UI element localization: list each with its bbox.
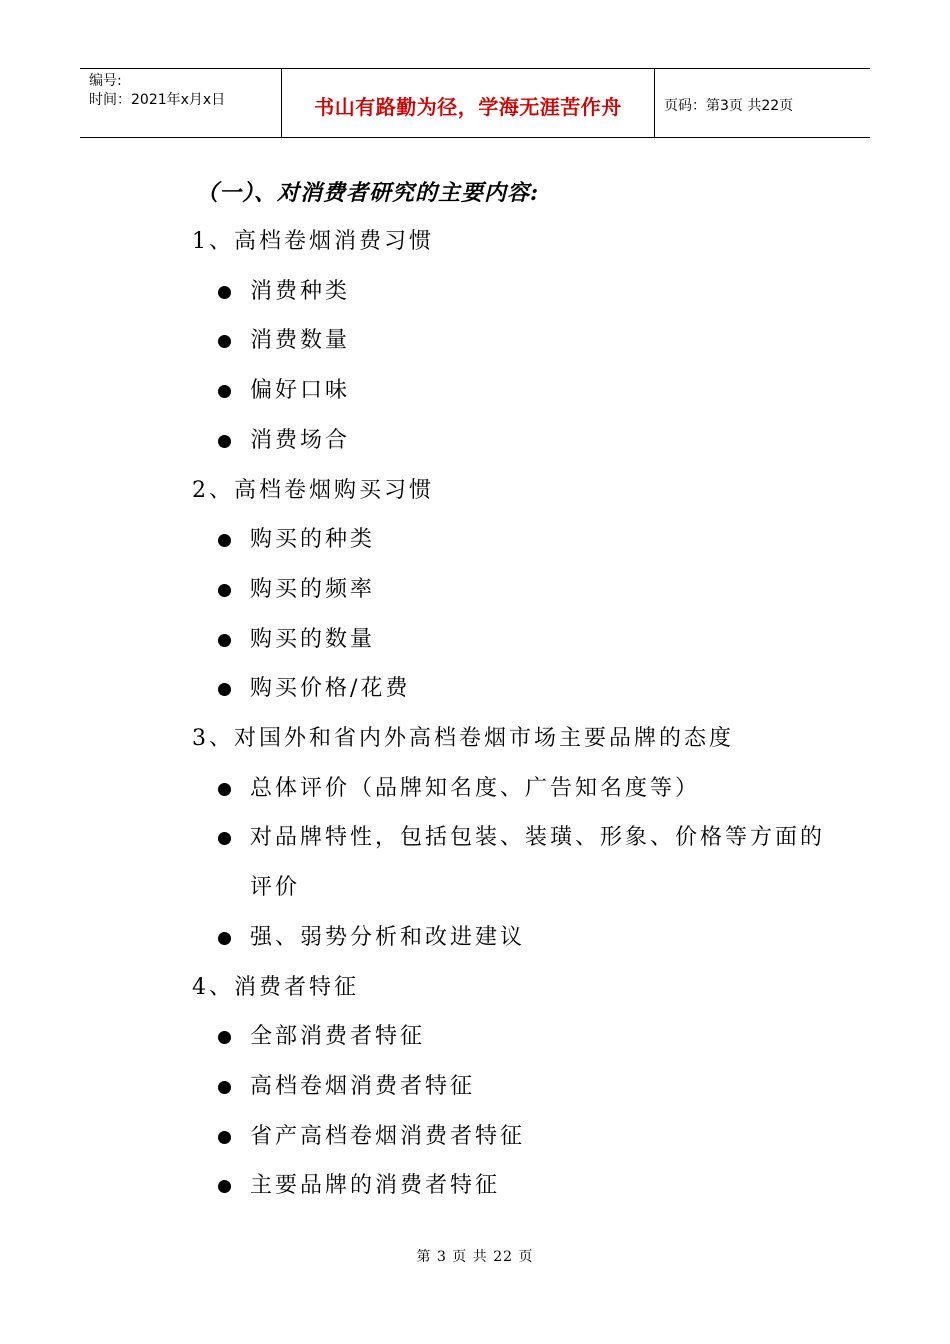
list-item: 强、弱势分析和改进建议 — [250, 925, 526, 950]
header-page-cell — [654, 69, 870, 137]
list-item: 购买的种类 — [250, 527, 376, 552]
section-title: （一）、对消费者研究的主要内容: — [196, 180, 540, 206]
bullet-icon — [218, 932, 231, 945]
bullet-icon — [218, 286, 231, 299]
bullet-icon — [218, 683, 231, 696]
header-motto-cell — [281, 69, 655, 137]
list-item-continuation: 评价 — [250, 875, 301, 900]
list-item: 主要品牌的消费者特征 — [250, 1173, 501, 1198]
bullet-icon — [218, 335, 231, 348]
list-item: 省产高档卷烟消费者特征 — [250, 1124, 526, 1149]
page-footer: 第 3 页 共 22 页 — [416, 1249, 534, 1265]
list-item: 消费种类 — [250, 279, 351, 304]
list-item: 高档卷烟消费者特征 — [250, 1074, 476, 1099]
list-item: 偏好口味 — [250, 378, 351, 403]
bullet-icon — [218, 435, 231, 448]
list-item: 购买的频率 — [250, 577, 376, 602]
list-item: 购买的数量 — [250, 627, 376, 652]
bullet-icon — [218, 634, 231, 647]
motto-text: 书山有路勤为径，学海无涯苦作舟 — [314, 95, 622, 119]
doc-number-label: 编号: — [89, 73, 122, 89]
numbered-heading: 2、高档卷烟购买习惯 — [192, 478, 434, 503]
bullet-icon — [218, 584, 231, 597]
bullet-icon — [218, 1180, 231, 1193]
bullet-icon — [218, 385, 231, 398]
bullet-icon — [218, 1081, 231, 1094]
list-item: 对品牌特性，包括包装、装璜、形象、价格等方面的 — [250, 825, 826, 850]
header-page-label: 页码：第3页 共22页 — [664, 98, 794, 114]
bullet-icon — [218, 832, 231, 845]
list-item: 消费场合 — [250, 428, 351, 453]
bullet-icon — [218, 783, 231, 796]
bullet-icon — [218, 1031, 231, 1044]
numbered-heading: 3、对国外和省内外高档卷烟市场主要品牌的态度 — [192, 726, 734, 751]
list-item: 购买价格/花费 — [250, 676, 411, 701]
list-item: 总体评价（品牌知名度、广告知名度等） — [250, 776, 701, 801]
page-header — [80, 68, 870, 138]
bullet-icon — [218, 534, 231, 547]
numbered-heading: 1、高档卷烟消费习惯 — [192, 229, 434, 254]
bullet-icon — [218, 1131, 231, 1144]
doc-time-label: 时间：2021年x月x日 — [89, 92, 226, 108]
list-item: 消费数量 — [250, 328, 351, 353]
header-meta-cell — [80, 69, 281, 137]
list-item: 全部消费者特征 — [250, 1024, 426, 1049]
numbered-heading: 4、消费者特征 — [192, 975, 359, 1000]
